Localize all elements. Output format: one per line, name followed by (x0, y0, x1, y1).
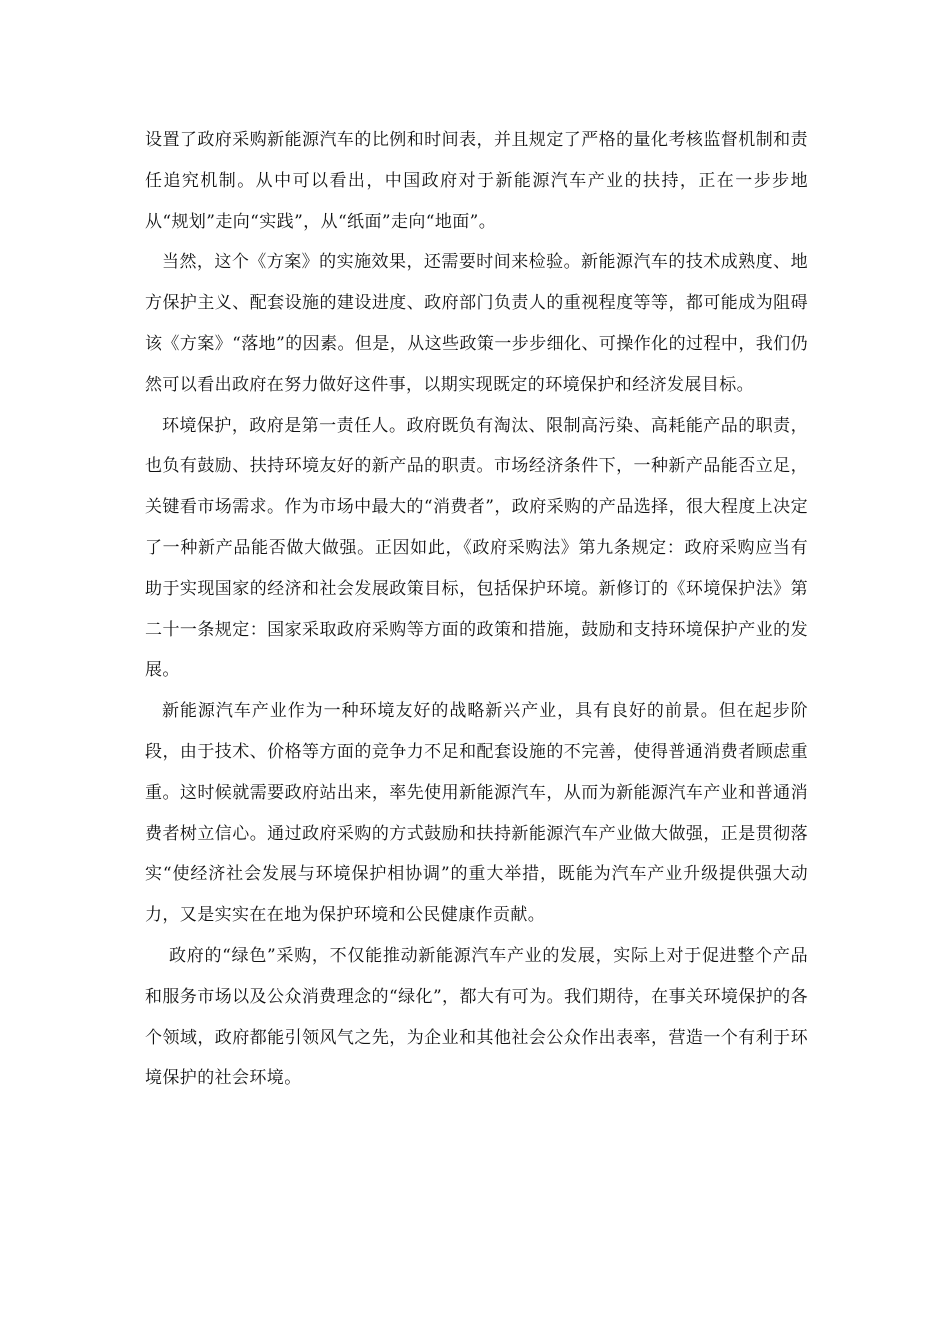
paragraph-green-procurement: 政府的“绿色”采购，不仅能推动新能源汽车产业的发展，实际上对于促进整个产品和服务市场以及公众消费理念的“绿化”，都大有可为。我们期待，在事关环境保护的各个领域，政府都能引领风气之先，为企业和其他社会公众作出表率，营造一个有利于环境保护的社会环境。 (145, 945, 808, 1089)
paragraph-plan-effect: 当然，这个《方案》的实施效果，还需要时间来检验。新能源汽车的技术成熟度、地方保护主义、配套设施的建设进度、政府部门负责人的重视程度等等，都可能成为阻碍该《方案》“落地”的因素。但是，从这些政策一步步细化、可操作化的过程中，我们仍然可以看出政府在努力做好这件事，以期实现既定的环境保护和经济发展目标。 (145, 252, 808, 395)
article-body (145, 120, 808, 1099)
paragraph-environment-responsibility: 环境保护，政府是第一责任人。政府既负有淘汰、限制高污染、高耗能产品的职责，也负有鼓励、扶持环境友好的新产品的职责。市场经济条件下，一种新产品能否立足，关键看市场需求。作为市场中最大的“消费者”，政府采购的产品选择，很大程度上决定了一种新产品能否做大做强。正因如此，《政府采购法》第九条规定：政府采购应当有助于实现国家的经济和社会发展政策目标，包括保护环境。新修订的《环境保护法》第二十一条规定：国家采取政府采购等方面的政策和措施，鼓励和支持环境保护产业的发展。 (145, 415, 808, 681)
paragraph-continuation: 设置了政府采购新能源汽车的比例和时间表，并且规定了严格的量化考核监督机制和责任追究机制。从中可以看出，中国政府对于新能源汽车产业的扶持，正在一步步地从“规划”走向“实践”，从“纸面”走向“地面”。 (145, 130, 808, 232)
paragraph-new-energy-industry: 新能源汽车产业作为一种环境友好的战略新兴产业，具有良好的前景。但在起步阶段，由于技术、价格等方面的竞争力不足和配套设施的不完善，使得普通消费者顾虑重重。这时候就需要政府站出来，率先使用新能源汽车，从而为新能源汽车产业和普通消费者树立信心。通过政府采购的方式鼓励和扶持新能源汽车产业做大做强，正是贯彻落实“使经济社会发展与环境保护相协调”的重大举措，既能为汽车产业升级提供强大动力，又是实实在在地为保护环境和公民健康作贡献。 (145, 701, 808, 926)
